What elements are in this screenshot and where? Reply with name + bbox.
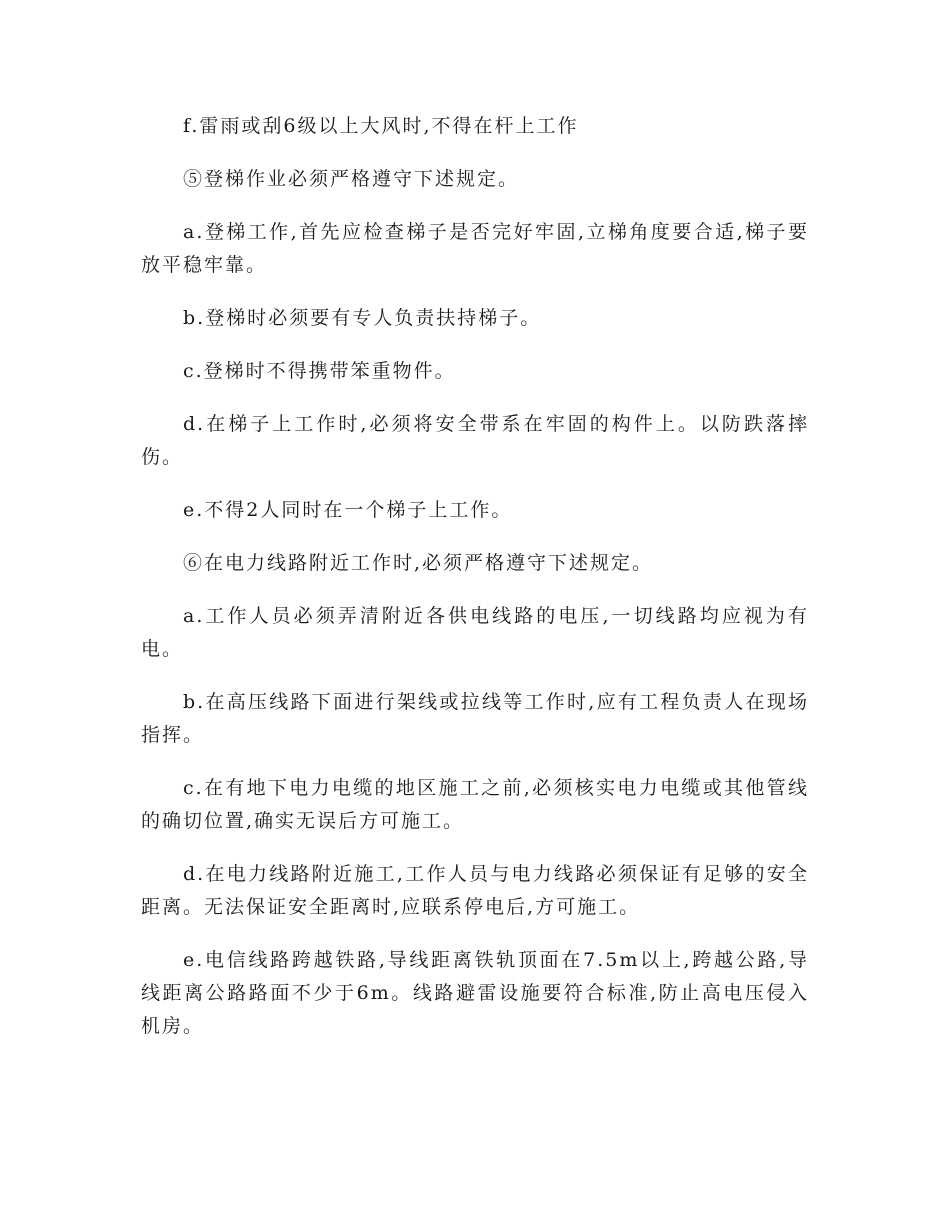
paragraph-ladder-c: c.登梯时不得携带笨重物件。 — [183, 360, 456, 382]
paragraph-power-d: d.在电力线路附近施工,工作人员与电力线路必须保证有足够的安全距离。无法保证安全距离时,应联系停电后,方可施工。 — [141, 863, 809, 918]
paragraph-ladder-e: e.不得2人同时在一个梯子上工作。 — [183, 499, 513, 521]
paragraph-ladder-b: b.登梯时必须要有专人负责扶持梯子。 — [183, 307, 542, 329]
paragraph-power-line-heading: ⑥在电力线路附近工作时,必须严格遵守下述规定。 — [183, 552, 654, 574]
document-body — [141, 110, 809, 1063]
paragraph-ladder-d: d.在梯子上工作时,必须将安全带系在牢固的构件上。以防跌落摔伤。 — [141, 413, 809, 468]
paragraph-f-weather: f.雷雨或刮6级以上大风时,不得在杆上工作 — [183, 115, 579, 137]
paragraph-ladder-a: a.登梯工作,首先应检查梯子是否完好牢固,立梯角度要合适,梯子要放平稳牢靠。 — [141, 221, 809, 276]
paragraph-power-a: a.工作人员必须弄清附近各供电线路的电压,一切线路均应视为有电。 — [141, 605, 809, 660]
paragraph-ladder-rules-heading: ⑤登梯作业必须严格遵守下述规定。 — [183, 168, 520, 190]
paragraph-power-b: b.在高压线路下面进行架线或拉线等工作时,应有工程负责人在现场指挥。 — [141, 691, 809, 746]
paragraph-power-c: c.在有地下电力电缆的地区施工之前,必须核实电力电缆或其他管线的确切位置,确实无误后方可施工。 — [141, 777, 809, 832]
paragraph-power-e: e.电信线路跨越铁路,导线距离铁轨顶面在7.5m以上,跨越公路,导线距离公路路面不少于6m。线路避雷设施要符合标准,防止高电压侵入机房。 — [141, 949, 809, 1037]
